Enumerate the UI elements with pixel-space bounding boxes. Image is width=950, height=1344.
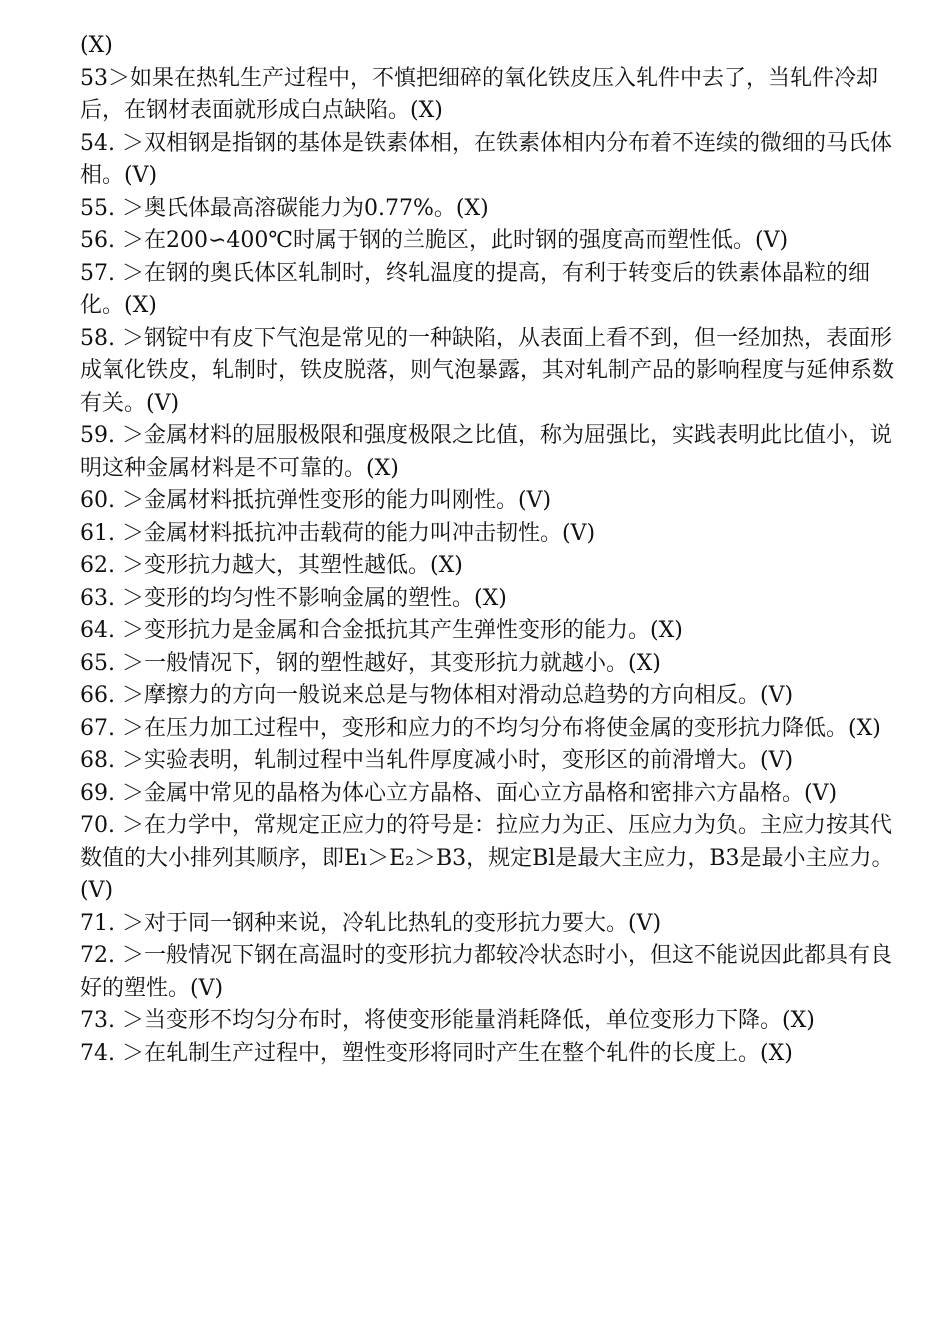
text-line: (X) [80, 33, 113, 58]
question-57: 57. ＞在钢的奥氏体区轧制时，终轧温度的提高，有利于转变后的铁素体晶粒的细化。(X) [80, 260, 870, 318]
question-68: 68. ＞实验表明，轧制过程中当轧件厚度减小时，变形区的前滑增大。(V) [80, 748, 794, 773]
question-64: 64. ＞变形抗力是金属和合金抵抗其产生弹性变形的能力。(X) [80, 618, 683, 643]
question-54: 54. ＞双相钢是指钢的基体是铁素体相，在铁素体相内分布着不连续的微细的马氏体相。(V) [80, 130, 892, 188]
document-page [80, 30, 895, 1070]
question-58: 58. ＞钢锭中有皮下气泡是常见的一种缺陷，从表面上看不到，但一经加热，表面形成氧化铁皮，轧制时，铁皮脱落，则气泡暴露，其对轧制产品的影响程度与延伸系数有关。(V) [80, 325, 895, 416]
question-56: 56. ＞在200∽400℃时属于钢的兰脆区，此时钢的强度高而塑性低。(V) [80, 228, 789, 253]
question-66: 66. ＞摩擦力的方向一般说来总是与物体相对滑动总趋势的方向相反。(V) [80, 683, 794, 708]
question-63: 63. ＞变形的均匀性不影响金属的塑性。(X) [80, 585, 507, 611]
question-73: 73. ＞当变形不均匀分布时，将使变形能量消耗降低，单位变形力下降。(X) [80, 1008, 815, 1033]
question-69: 69. ＞金属中常见的晶格为体心立方晶格、面心立方晶格和密排六方晶格。(V) [80, 780, 838, 806]
question-67: 67. ＞在压力加工过程中，变形和应力的不均匀分布将使金属的变形抗力降低。(X) [80, 715, 881, 741]
question-65: 65. ＞一般情况下，钢的塑性越好，其变形抗力就越小。(X) [80, 650, 661, 676]
question-70: 70. ＞在力学中，常规定正应力的符号是：拉应力为正、压应力为负。主应力按其代数值的大小排列其顺序，即Eı＞E₂＞B3，规定Bl是最大主应力，B3是最小主应力。(V) [80, 813, 894, 903]
question-60: 60. ＞金属材料抵抗弹性变形的能力叫刚性。(V) [80, 488, 552, 513]
question-74: 74. ＞在轧制生产过程中，塑性变形将同时产生在整个轧件的长度上。(X) [80, 1040, 793, 1066]
question-72: 72. ＞一般情况下钢在高温时的变形抗力都较冷状态时小，但这不能说因此都具有良好的塑性。(V) [80, 943, 892, 1001]
question-61: 61. ＞金属材料抵抗冲击载荷的能力叫冲击韧性。(V) [80, 520, 596, 546]
question-53: 53＞如果在热轧生产过程中，不慎把细碎的氧化铁皮压入轧件中去了，当轧件冷却后，在钢材表面就形成白点缺陷。(X) [80, 65, 878, 123]
question-55: 55. ＞奥氏体最高溶碳能力为0.77%。(X) [80, 195, 489, 221]
question-59: 59. ＞金属材料的屈服极限和强度极限之比值，称为屈强比，实践表明此比值小，说明这种金属材料是不可靠的。(X) [80, 423, 892, 481]
question-71: 71. ＞对于同一钢种来说，冷轧比热轧的变形抗力要大。(V) [80, 910, 662, 936]
question-62: 62. ＞变形抗力越大，其塑性越低。(X) [80, 553, 463, 578]
